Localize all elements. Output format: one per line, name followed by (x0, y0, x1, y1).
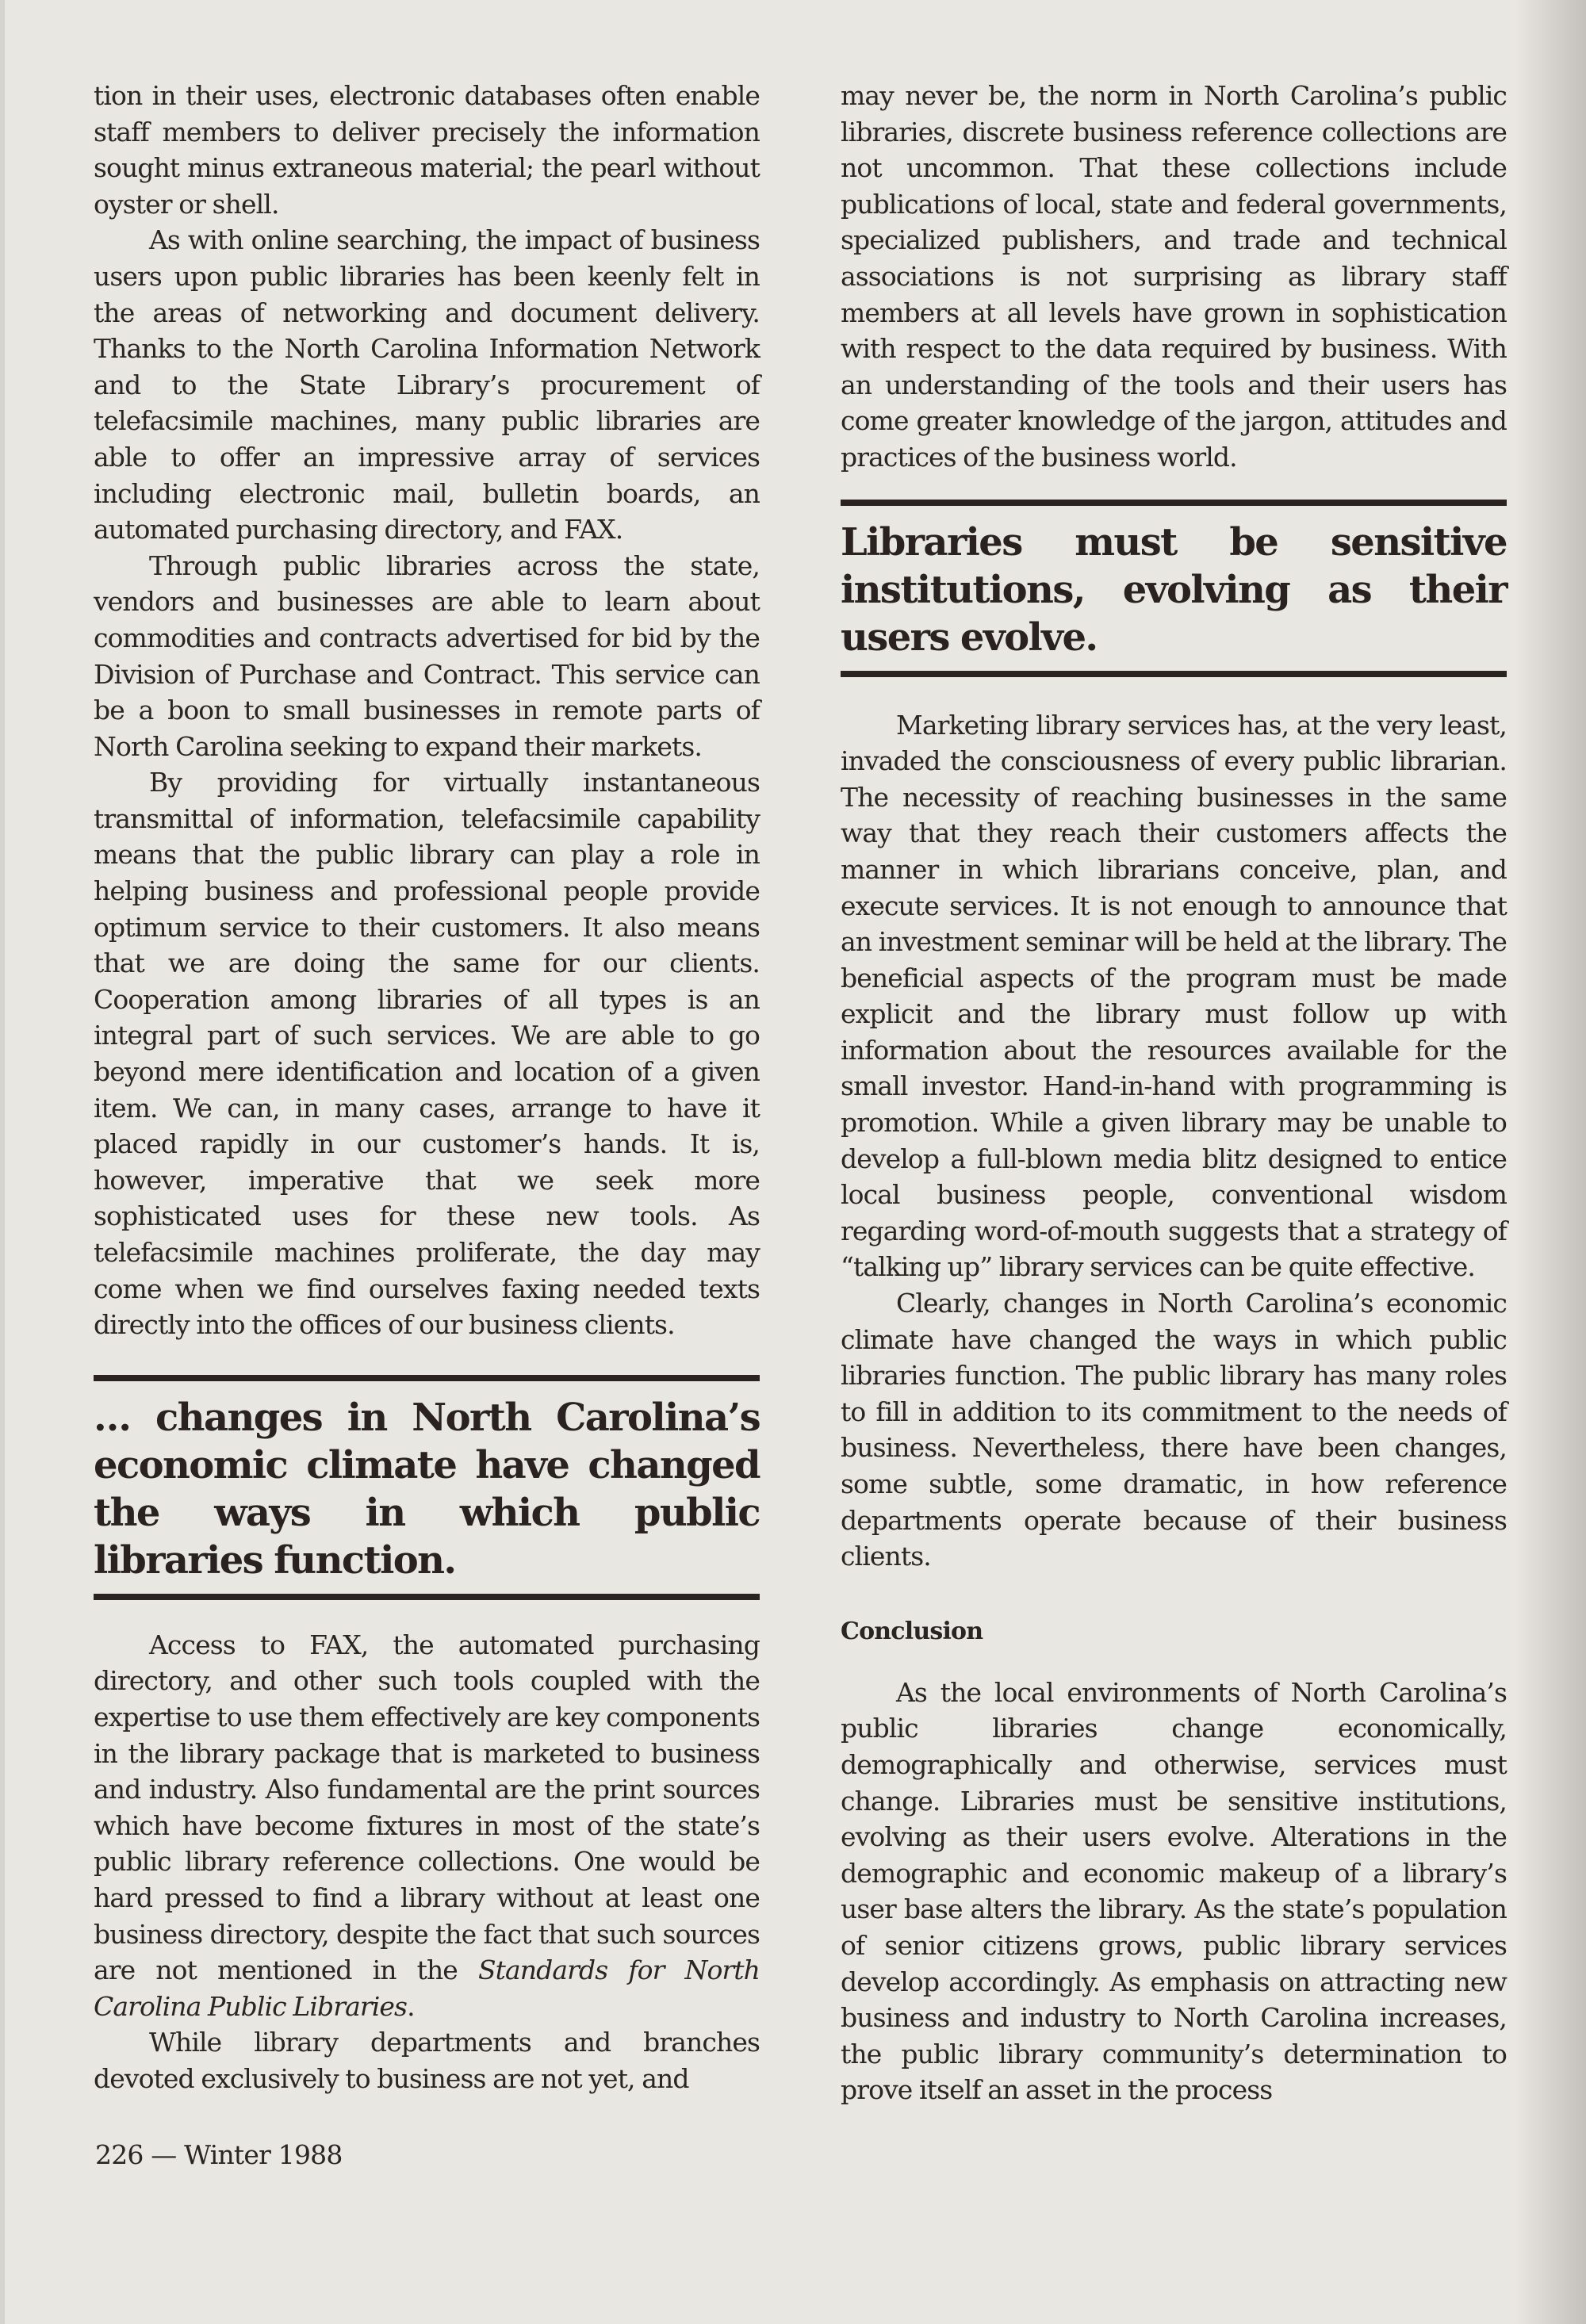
publication-title: Standards for North Carolina Public Libraries (94, 1955, 760, 2022)
body-paragraph: While library departments and branches devoted exclusively to business are not yet, and (94, 2027, 760, 2094)
body-paragraph: tion in their uses, electronic databases often enable staff members to deliver precisely the information sought minus extraneous material; the pearl without oyster or shell. (94, 80, 760, 220)
body-paragraph: As with online searching, the impact of business users upon public libraries has been keenly felt in the areas of networking and document delivery. Thanks to the North Carolina Information Network and to the State Library’s procurement of telefacsimile machines, many public libraries are able to offer an impressive array of services including electronic mail, bulletin boards, an automated purchasing directory, and FAX. (94, 224, 760, 546)
page-gutter-shadow (1515, 0, 1586, 2324)
left-column (94, 78, 760, 2097)
body-paragraph: Clearly, changes in North Carolina’s economic climate have changed the ways in which public libraries function. The public library has many roles to fill in addition to its commitment to the needs of business. Nevertheless, there have been changes, some subtle, some dramatic, in how reference departments operate because of their business clients. (841, 1288, 1507, 1572)
body-text: . (407, 1990, 415, 2022)
body-text: Access to FAX, the automated purchasing directory, and other such tools coupled with the expertise to use them effectively are key components in the library package that is marketed to business and industry. Also fundamental are the print sources which have become fixtures in most of the state’s public library reference collections. One would be hard pressed to find a library without at least one business directory, despite the fact that such sources are not mentioned in the (94, 1629, 760, 1986)
body-paragraph (94, 1627, 760, 2025)
pull-quote: … changes in North Carolina’s economic climate have changed the ways in which public libraries function. (94, 1375, 760, 1600)
pull-quote: Libraries must be sensitive institutions, evolving as their users evolve. (841, 500, 1507, 677)
body-paragraph: may never be, the norm in North Carolina’s public libraries, discrete business reference collections are not uncommon. That these collections include publications of local, state and federal governments, specialized publishers, and trade and technical associations is not surprising as library staff members at all levels have grown in sophistication with respect to the data required by business. With an understanding of the tools and their users has come greater knowledge of the jargon, attitudes and practices of the business world. (841, 80, 1507, 473)
body-paragraph: By providing for virtually instantaneous transmittal of information, telefacsimile capability means that the public library can play a role in helping business and professional people provide optimum service to their customers. It also means that we are doing the same for our clients. Cooperation among libraries of all types is an integral part of such services. We are able to go beyond mere identification and location of a given item. We can, in many cases, arrange to have it placed rapidly in our customer’s hands. It is, however, imperative that we seek more sophisticated uses for these new tools. As telefacsimile machines proliferate, the day may come when we find ourselves faxing needed texts directly into the offices of our business clients. (94, 767, 760, 1341)
page-left-edge (0, 0, 5, 2324)
right-column (841, 78, 1507, 2108)
body-paragraph: Through public libraries across the state, vendors and businesses are able to learn about commodities and contracts advertised for bid by the Division of Purchase and Contract. This service can be a boon to small businesses in remote parts of North Carolina seeking to expand their markets. (94, 549, 760, 762)
body-paragraph: Marketing library services has, at the very least, invaded the consciousness of every public librarian. The necessity of reaching businesses in the same way that they reach their customers affects the manner in which librarians conceive, plan, and execute services. It is not enough to announce that an investment seminar will be held at the library. The beneficial aspects of the program must be made explicit and the library must follow up with information about the resources available for the small investor. Hand-in-hand with programming is promotion. While a given library may be unable to develop a full-blown media blitz designed to entice local business people, conventional wisdom regarding word-of-mouth suggests that a strategy of “talking up” library services can be quite effective. (841, 709, 1507, 1283)
section-heading: Conclusion (841, 1617, 983, 1645)
page-folio: 226 — Winter 1988 (95, 2139, 343, 2170)
body-paragraph: As the local environments of North Carolina’s public libraries change economically, demographically and otherwise, services must change. Libraries must be sensitive institutions, evolving as their users evolve. Alterations in the demographic and economic makeup of a library’s user base alters the library. As the state’s population of senior citizens grows, public library services develop accordingly. As emphasis on attracting new business and industry to North Carolina increases, the public library community’s determination to prove itself an asset in the process (841, 1676, 1507, 2106)
